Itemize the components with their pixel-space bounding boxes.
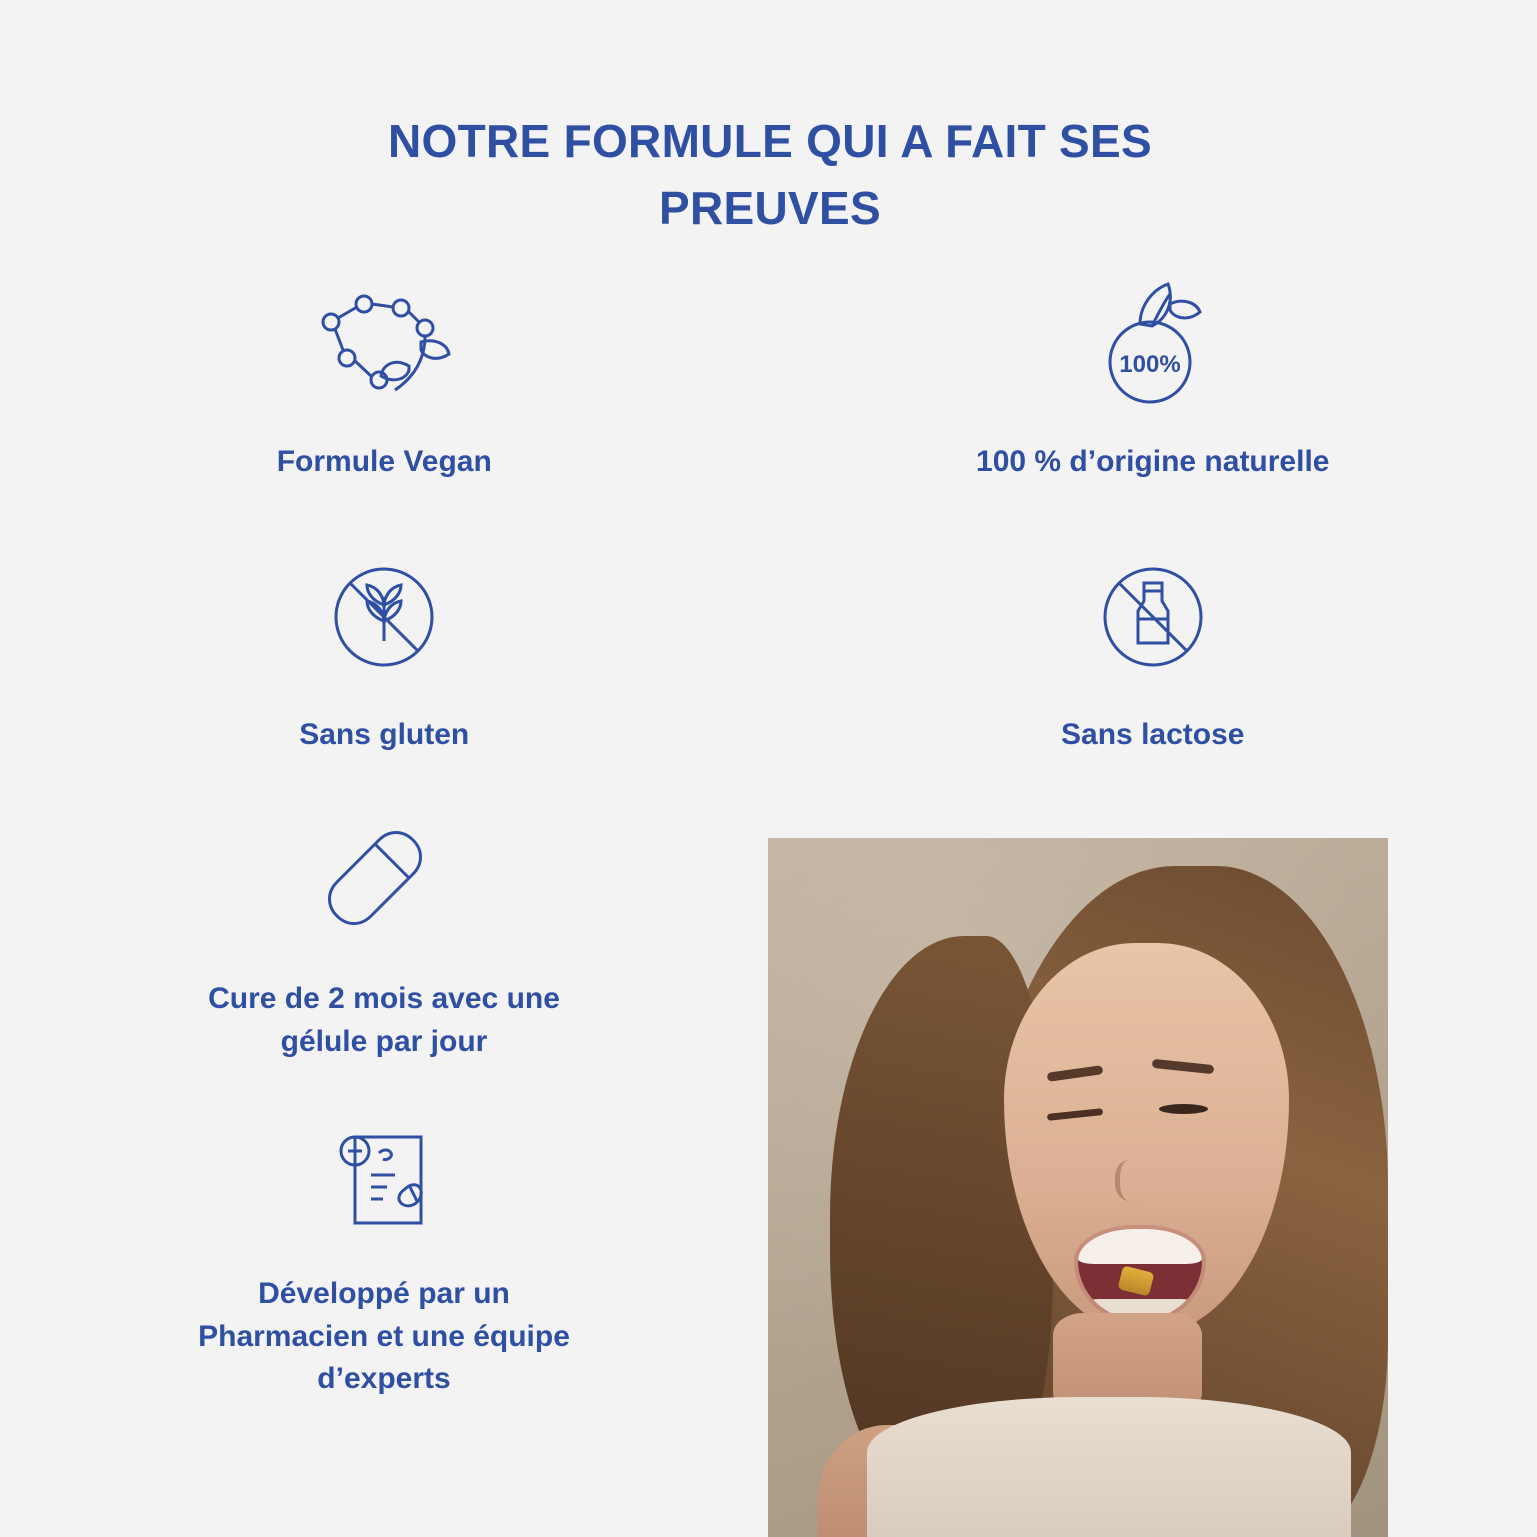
feature-developpe-pharmacien: [0, 1115, 768, 1401]
capsule-in-mouth: [1118, 1266, 1155, 1297]
feature-sans-gluten: [0, 553, 769, 756]
woman-taking-capsule-photo: [768, 838, 1388, 1537]
feature-row-2: [0, 553, 1537, 756]
badge-text: 100%: [1119, 351, 1181, 378]
upper-teeth: [1078, 1229, 1202, 1264]
feature-label: Formule Vegan: [276, 445, 492, 478]
photo-background: [768, 838, 1388, 1537]
molecule-leaf-icon: [309, 280, 459, 410]
no-gluten-icon: [309, 553, 459, 683]
tank-top: [867, 1397, 1351, 1537]
prescription-pharmacist-icon: [309, 1115, 459, 1245]
feature-cure-2-mois: [0, 820, 768, 1063]
feature-label: Sans lactose: [1061, 717, 1245, 751]
feature-grid-top: [0, 270, 1537, 815]
feature-label: Sans gluten: [299, 717, 470, 751]
feature-label: Cure de 2 mois avec une gélule par jour: [208, 982, 560, 1058]
open-mouth: [1078, 1229, 1202, 1320]
droplet-leaf-100-percent-icon: [1078, 280, 1228, 410]
feature-row-1: [0, 270, 1537, 483]
feature-list-lower: [0, 820, 768, 1453]
capsule-icon: [309, 820, 459, 950]
no-lactose-icon: [1078, 553, 1228, 683]
feature-label: 100 % d’origine naturelle: [976, 445, 1330, 478]
feature-sans-lactose: [769, 553, 1537, 756]
feature-formule-vegan: [0, 270, 769, 483]
feature-label: Développé par un Pharmacien et une équipe d’experts: [198, 1277, 570, 1396]
page-title: NOTRE FORMULE QUI A FAIT SES PREUVES: [387, 115, 1152, 234]
eye-open: [1159, 1104, 1209, 1114]
feature-origine-naturelle: [769, 270, 1537, 483]
nose: [1115, 1160, 1151, 1202]
